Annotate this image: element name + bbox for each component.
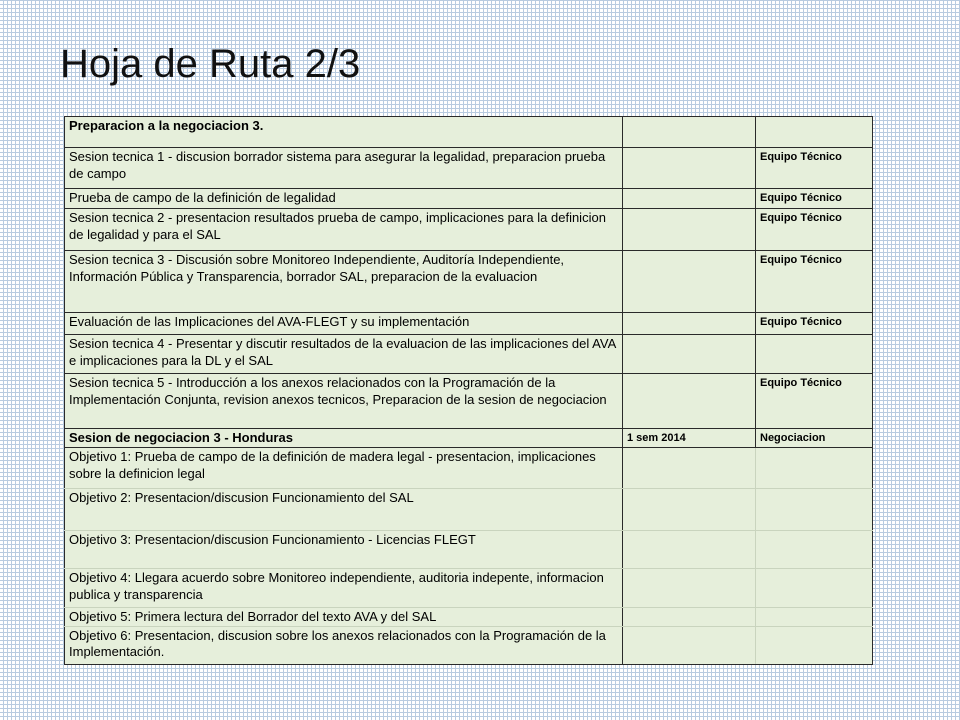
table-row [65,626,873,664]
activity-cell: Objetivo 4: Llegara acuerdo sobre Monitoreo independiente, auditoria indepente, informacion publica y transparencia [65,569,623,608]
date-cell [623,489,756,531]
responsible-cell [756,608,873,627]
responsible-cell [756,531,873,569]
date-cell [623,569,756,608]
activity-cell: Preparacion a la negociacion 3. [65,117,623,148]
responsible-cell [756,569,873,608]
responsible-cell: Equipo Técnico [756,251,873,313]
activity-cell: Objetivo 2: Presentacion/discusion Funcionamiento del SAL [65,489,623,531]
responsible-cell: Equipo Técnico [756,209,873,251]
date-cell [623,626,756,664]
table-row [65,189,873,209]
road-map-table [64,116,873,665]
date-cell: 1 sem 2014 [623,429,756,448]
responsible-cell: Negociacion [756,429,873,448]
table-row [65,335,873,374]
responsible-cell [756,626,873,664]
date-cell [623,148,756,189]
table-row [65,531,873,569]
table-row [65,429,873,448]
responsible-cell: Equipo Técnico [756,189,873,209]
activity-cell: Sesion tecnica 5 - Introducción a los anexos relacionados con la Programación de la Implementación Conjunta, revision anexos tecnicos, Preparacion de la sesion de negociacion [65,374,623,429]
activity-cell: Objetivo 1: Prueba de campo de la definición de madera legal - presentacion, implicaciones sobre la definicion legal [65,448,623,489]
table-row [65,608,873,627]
date-cell [623,189,756,209]
activity-cell: Sesion de negociacion 3 - Honduras [65,429,623,448]
activity-cell: Objetivo 6: Presentacion, discusion sobre los anexos relacionados con la Programación de la Implementación. [65,626,623,664]
activity-cell: Sesion tecnica 4 - Presentar y discutir resultados de la evaluacion de las implicaciones del AVA e implicaciones para la DL y el SAL [65,335,623,374]
table-row [65,313,873,335]
responsible-cell [756,335,873,374]
activity-cell: Prueba de campo de la definición de legalidad [65,189,623,209]
activity-cell: Sesion tecnica 3 - Discusión sobre Monitoreo Independiente, Auditoría Independiente, Información Pública y Transparencia, borrador SAL, preparacion de la evaluacion [65,251,623,313]
table-row [65,489,873,531]
activity-cell: Objetivo 3: Presentacion/discusion Funcionamiento - Licencias FLEGT [65,531,623,569]
responsible-cell [756,489,873,531]
date-cell [623,251,756,313]
date-cell [623,117,756,148]
date-cell [623,209,756,251]
date-cell [623,608,756,627]
activity-cell: Sesion tecnica 1 - discusion borrador sistema para asegurar la legalidad, preparacion prueba de campo [65,148,623,189]
responsible-cell: Equipo Técnico [756,374,873,429]
table-row [65,209,873,251]
activity-cell: Objetivo 5: Primera lectura del Borrador del texto AVA y del SAL [65,608,623,627]
table-row [65,569,873,608]
slide-title: Hoja de Ruta 2/3 [60,42,361,86]
date-cell [623,531,756,569]
table-row [65,374,873,429]
responsible-cell [756,448,873,489]
date-cell [623,313,756,335]
table-row [65,117,873,148]
responsible-cell [756,117,873,148]
activity-cell: Sesion tecnica 2 - presentacion resultados prueba de campo, implicaciones para la definicion de legalidad y para el SAL [65,209,623,251]
responsible-cell: Equipo Técnico [756,313,873,335]
date-cell [623,448,756,489]
responsible-cell: Equipo Técnico [756,148,873,189]
date-cell [623,374,756,429]
activity-cell: Evaluación de las Implicaciones del AVA-FLEGT y su implementación [65,313,623,335]
table-row [65,448,873,489]
table-row [65,251,873,313]
date-cell [623,335,756,374]
table-row [65,148,873,189]
